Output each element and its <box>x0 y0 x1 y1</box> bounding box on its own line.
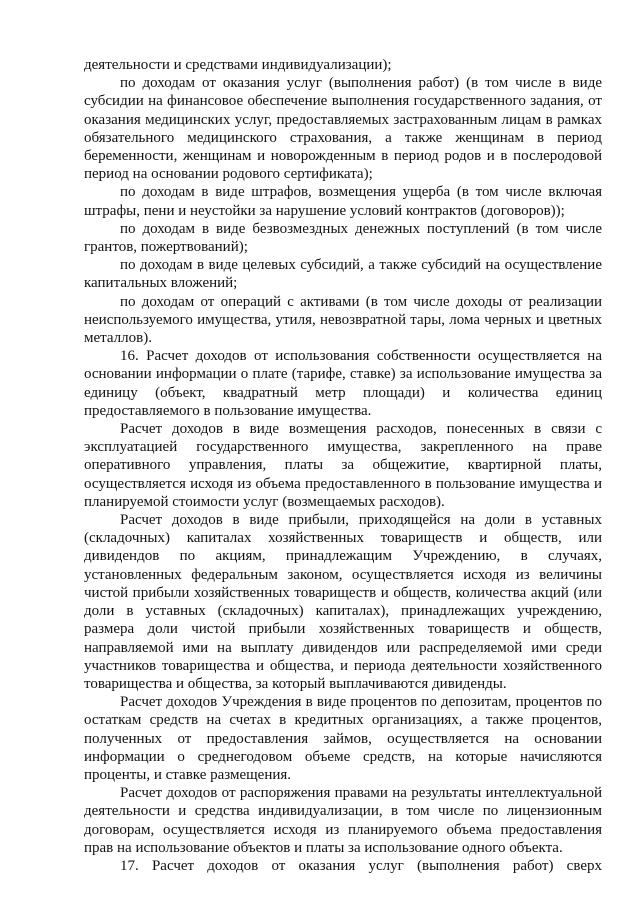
paragraph-section-16: 16. Расчет доходов от использования собственности осуществляется на основании информации о плате (тарифе, ставке) за использование имущества за единицу (объект, квадратный метр площади) и количества единиц предоставляемого в пользование имущества. <box>84 348 602 419</box>
paragraph-fines-income: по доходам в виде штрафов, возмещения ущерба (в том числе включая штрафы, пени и неустойки за нарушение условий контрактов (договоров)); <box>84 184 602 219</box>
paragraph-expense-reimbursement: Расчет доходов в виде возмещения расходов, понесенных в связи с эксплуатацией государственного имущества, закрепленного на праве оперативного управления, платы за общежитие, квартирной платы, осуществляется исходя из объема предоставленного в пользование имущества и планируемой стоимости услуг (возмещаемых расходов). <box>84 421 602 510</box>
paragraph-interest: Расчет доходов Учреждения в виде процентов по депозитам, процентов по остаткам средств на счетах в кредитных организациях, а также процентов, полученных от предоставления займов, осуществляется на основании информации о среднегодовом объеме средств, на которые начисляются проценты, и ставке размещения. <box>84 694 602 783</box>
paragraph-intellectual-property: Расчет доходов от распоряжения правами на результаты интеллектуальной деятельности и средства индивидуализации, в том числе по лицензионным договорам, осуществляется исходя из планируемого объема предоставления прав на использование объектов и платы за использование одного объекта. <box>84 785 602 856</box>
paragraph-continuation: деятельности и средствами индивидуализации); <box>84 57 392 73</box>
paragraph-grants-income: по доходам в виде безвозмездных денежных поступлений (в том числе грантов, пожертвований); <box>84 220 602 256</box>
paragraph-dividends: Расчет доходов в виде прибыли, приходящейся на доли в уставных (складочных) капиталах хозяйственных товариществ и обществ, или дивидендов по акциям, принадлежащим Учреждению, в случаях, установленных федеральным законом, осуществляется исходя из величины чистой прибыли хозяйственных товариществ и обществ, количества акций (или доли в уставных (складочных) капиталах), принадлежащих учреждению, размера доли чистой прибыли хозяйственных товариществ и обществ, направляемой ими на выплату дивидендов или распределяемой ими среди участников товарищества и общества, и периода деятельности хозяйственного товарищества и общества, за который выплачиваются дивиденды. <box>84 512 602 692</box>
paragraph-assets-income: по доходам от операций с активами (в том числе доходы от реализации неиспользуемого имущества, утиля, невозвратной тары, лома черных и цветных металлов). <box>84 293 602 347</box>
paragraph-services-income: по доходам от оказания услуг (выполнения работ) (в том числе в виде субсидии на финансовое обеспечение выполнения государственного задания, от оказания медицинских услуг, предоставляемых застрахованным лицам в рамках обязательного медицинского страхования, а также женщинам в период беременности, женщинам и новорожденным в период родов и в послеродовой период на основании родового сертификата); <box>84 75 602 183</box>
paragraph-section-17: 17. Расчет доходов от оказания услуг (выполнения работ) сверх <box>120 857 602 874</box>
document-page <box>84 56 602 875</box>
paragraph-subsidies-income: по доходам в виде целевых субсидий, а также субсидий на осуществление капитальных вложений; <box>84 257 602 292</box>
